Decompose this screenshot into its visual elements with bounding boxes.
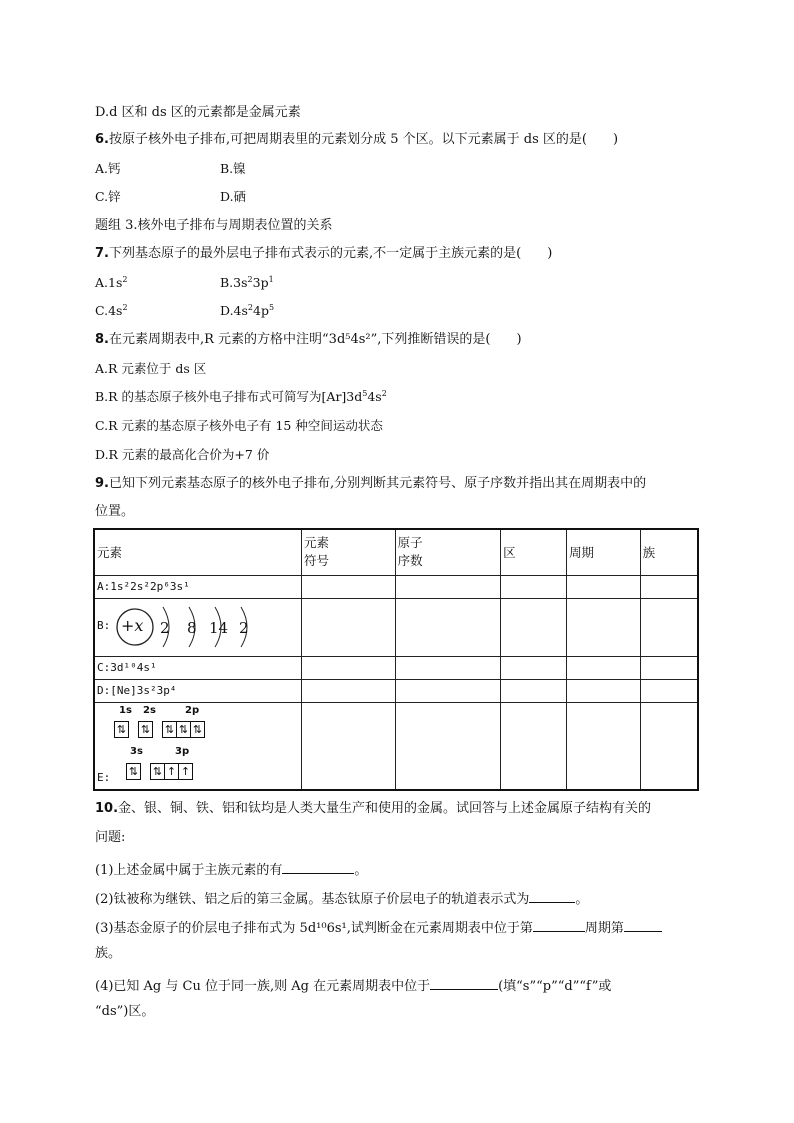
q10-stem-line1: 金、银、铜、铁、铝和钛均是人类大量生产和使用的金属。试回答与上述金属原子结构有关的 — [118, 801, 652, 816]
orbital-box-3p-2: ↑ — [164, 763, 179, 780]
q8-number: 8. — [95, 332, 109, 347]
q7-option-c: $C.4s^2$ — [95, 302, 128, 318]
header-atomic-number: 原子 序数 — [395, 529, 501, 575]
orbital-label-3p: 3p — [175, 745, 190, 757]
header-period: 周期 — [566, 529, 640, 575]
q8-stem-text: 在元素周期表中,R 元素的方格中注明“3d⁵4s²”,下列推断错误的是( ) — [108, 332, 522, 347]
orbital-box-2s: ⇅ — [138, 721, 153, 738]
orbital-label-3s: 3s — [130, 745, 143, 757]
q10-part3-blank-group[interactable] — [624, 917, 662, 932]
q10-part4-blank[interactable] — [430, 975, 498, 990]
q5-option-d: D.d 区和 ds 区的元素都是金属元素 — [95, 105, 301, 120]
q10-part3-text-a: (3)基态金原子的价层电子排布式为 5d¹⁰6s¹,试判断金在元素周期表中位于第 — [95, 921, 533, 936]
q10-part3-blank-period[interactable] — [533, 917, 585, 932]
shell-count-3: 14 — [209, 619, 229, 637]
orbital-label-1s: 1s — [119, 704, 132, 716]
table-row-a — [94, 575, 698, 598]
row-b-prefix: B: — [97, 619, 111, 632]
q7-option-b-text1: B.3s — [220, 275, 248, 290]
orbital-box-3p-3: ↑ — [178, 763, 193, 780]
table-row-d — [94, 679, 698, 702]
orbital-label-2p: 2p — [185, 704, 200, 716]
q10-part1-end: 。 — [354, 863, 368, 878]
q7-option-a: $A.1s^2$ — [95, 274, 128, 290]
row-e-orbital-diagram — [94, 702, 301, 790]
q8-option-b: B.R 的基态原子核外电子排布式可简写为$[Ar]3d^54s^2$ — [95, 388, 387, 404]
q7-option-c-text: C.4s — [95, 303, 123, 318]
q6-stem — [95, 131, 618, 149]
q7-stem — [95, 245, 552, 263]
table-row-e — [94, 702, 698, 790]
q8-option-c: C.R 元素的基态原子核外电子有 15 种空间运动状态 — [95, 418, 383, 433]
q7-option-b: $B.3s^23p^1$ — [220, 274, 274, 290]
q10-part2-blank[interactable] — [529, 888, 575, 903]
q8-stem — [95, 331, 522, 349]
q6-option-c: C.锌 — [95, 189, 121, 204]
header-element: 元素 — [94, 529, 301, 575]
orbital-box-1s: ⇅ — [114, 721, 129, 738]
row-a-config: A:1s²2s²2p⁶3s¹ — [94, 575, 301, 598]
q8-option-d: D.R 元素的最高化合价为+7 价 — [95, 447, 270, 462]
row-d-config: D:[Ne]3s²3p⁴ — [94, 679, 301, 702]
q6-option-d: D.硒 — [220, 189, 247, 204]
q10-part4 — [95, 975, 611, 996]
element-table — [93, 528, 699, 791]
q10-part4-text-b: (填“s”“p”“d”“f”或 — [498, 979, 612, 994]
orbital-box-3p-1: ⇅ — [150, 763, 165, 780]
orbital-box-2p-2: ⇅ — [176, 721, 191, 738]
q10-part3-text-b: 周期第 — [584, 921, 624, 936]
q10-part3-line2: 族。 — [95, 946, 122, 961]
q10-part4-line2: “ds”)区。 — [95, 1004, 155, 1019]
table-row-b — [94, 598, 698, 656]
group3-title: 题组 3.核外电子排布与周期表位置的关系 — [95, 218, 333, 233]
q9-stem — [95, 475, 646, 493]
q9-number: 9. — [95, 476, 109, 491]
q10-part1-text: (1)上述金属中属于主族元素的有 — [95, 863, 283, 878]
orbital-boxes-row-1 — [115, 721, 205, 738]
q7-number: 7. — [95, 246, 109, 261]
q7-option-d-text2: 4p — [253, 303, 269, 318]
nucleus-charge: +x — [121, 616, 144, 635]
q7-option-b-text2: 3p — [252, 275, 269, 290]
q8-option-b-text: B.R 的基态原子核外电子排布式可简写为[Ar]3d — [95, 389, 363, 404]
q6-number: 6. — [95, 132, 109, 147]
q6-option-a: A.钙 — [95, 161, 121, 176]
q10-stem-line2: 问题: — [95, 830, 126, 845]
q10-part2-text: (2)钛被称为继铁、铝之后的第三金属。基态钛原子价层电子的轨道表示式为 — [95, 892, 530, 907]
orbital-box-2p-1: ⇅ — [162, 721, 177, 738]
header-block: 区 — [501, 529, 567, 575]
orbital-box-3s: ⇅ — [126, 763, 141, 780]
q7-stem-text: 下列基态原子的最外层电子排布式表示的元素,不一定属于主族元素的是( ) — [108, 246, 553, 261]
q9-stem-line2: 位置。 — [95, 504, 135, 519]
q6-stem-text: 按原子核外电子排布,可把周期表里的元素划分成 5 个区。以下元素属于 ds 区的是( ) — [108, 132, 619, 147]
q10-number: 10. — [95, 801, 119, 816]
q10-part3 — [95, 917, 662, 938]
header-group: 族 — [640, 529, 698, 575]
q10-part1 — [95, 859, 367, 880]
q6-option-b: B.镍 — [220, 161, 246, 176]
q7-option-d: $D.4s^24p^5$ — [220, 302, 275, 318]
q7-option-a-text: A.1s — [95, 275, 123, 290]
shell-count-4: 2 — [239, 619, 249, 637]
row-c-config: C:3d¹⁰4s¹ — [94, 656, 301, 679]
table-row-c — [94, 656, 698, 679]
q10-part2-end: 。 — [575, 892, 589, 907]
orbital-label-2s: 2s — [143, 704, 156, 716]
orbital-box-2p-3: ⇅ — [190, 721, 205, 738]
orbital-boxes-row-2 — [127, 763, 193, 780]
row-b-diagram — [94, 598, 301, 656]
shell-count-2: 8 — [187, 619, 197, 637]
q10-stem — [95, 800, 651, 818]
q9-stem-line1: 已知下列元素基态原子的核外电子排布,分别判断其元素符号、原子序数并指出其在周期表中的 — [108, 476, 647, 491]
header-symbol: 元素 符号 — [301, 529, 395, 575]
q7-option-d-text1: D.4s — [220, 303, 248, 318]
table-header-row — [94, 529, 698, 575]
shell-count-1: 2 — [160, 619, 170, 637]
q8-option-a: A.R 元素位于 ds 区 — [95, 361, 207, 376]
row-e-prefix: E: — [97, 770, 111, 784]
q8-option-b-tail: 4s — [367, 389, 382, 404]
q10-part2 — [95, 888, 588, 909]
q10-part1-blank[interactable] — [282, 859, 354, 874]
q10-part4-text-a: (4)已知 Ag 与 Cu 位于同一族,则 Ag 在元素周期表中位于 — [95, 979, 431, 994]
